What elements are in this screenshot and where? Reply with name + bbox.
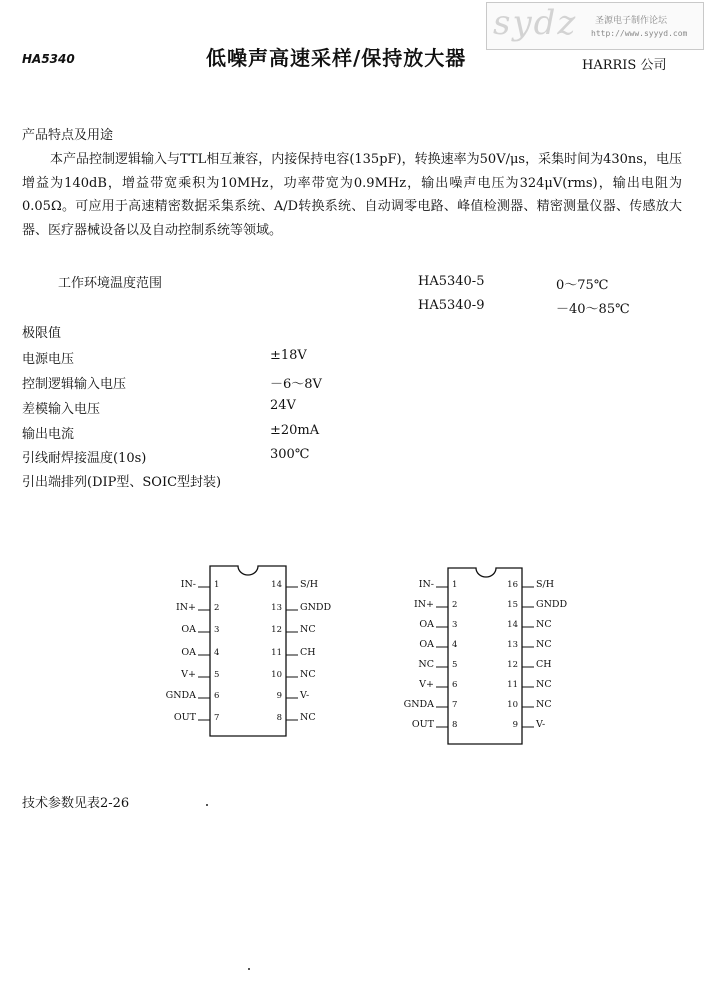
dip14-pin-number: 6 <box>214 691 220 701</box>
dip14-pin-label: V- <box>300 690 310 701</box>
watermark-logo: sydz <box>493 3 578 43</box>
soic16-pin-number: 13 <box>507 640 518 650</box>
soic16-pin-label: IN- <box>418 579 434 590</box>
temperature-model-2: HA5340-9 <box>418 298 485 313</box>
limit-value-3: 24V <box>270 398 296 413</box>
limit-name-3: 差模输入电压 <box>22 402 101 417</box>
dip14-pin-number: 3 <box>214 625 220 635</box>
dip14-pin-number: 13 <box>271 603 282 613</box>
watermark-banner <box>486 2 704 50</box>
soic16-pin-number: 3 <box>452 620 458 630</box>
soic16-pin-label: NC <box>536 699 552 710</box>
soic16-pin-number: 15 <box>507 600 518 610</box>
temperature-label: 工作环境温度范围 <box>58 276 163 291</box>
limit-value-4: ±20mA <box>270 423 320 438</box>
part-model: HA5340 <box>22 52 75 66</box>
dip14-pin-label: V+ <box>181 669 196 680</box>
company-name: HARRIS 公司 <box>582 58 667 73</box>
dip14-pin-number: 5 <box>214 670 220 680</box>
temperature-range-2: －40～85℃ <box>556 302 630 317</box>
soic16-pin-number: 5 <box>452 660 458 670</box>
dip14-pinout-diagram <box>150 562 340 742</box>
soic16-pin-number: 7 <box>452 700 458 710</box>
features-text: 本产品控制逻辑输入与TTL相互兼容，内接保持电容(135pF)，转换速率为50V/μs，采集时间为430ns，电压增益为140dB，增益带宽乘积为10MHz，功率带宽为0.9MHz，输出噪声电压为324μV(rms)，输出电阻为0.05Ω。可应用于高速精密数据采集系统、A/D转换系统、自动调零电路、峰值检测器、精密测量仪器、传感放大器、医疗器械设备以及自动控制系统等领域。 <box>22 152 682 238</box>
limit-value-1: ±18V <box>270 348 307 363</box>
soic16-pin-number: 9 <box>512 720 518 730</box>
dip14-pin-number: 4 <box>214 648 220 658</box>
temperature-range-1: 0～75℃ <box>556 278 609 293</box>
soic16-pin-label: NC <box>536 679 552 690</box>
soic16-pin-label: CH <box>536 659 552 670</box>
soic16-pin-label: NC <box>418 659 434 670</box>
dip14-pin-label: IN+ <box>175 602 196 613</box>
watermark-url: http://www.syyyd.com <box>591 29 688 38</box>
soic16-pin-label: V- <box>536 719 546 730</box>
limits-heading: 极限值 <box>22 326 62 341</box>
dip14-pin-number: 9 <box>276 691 282 701</box>
soic16-pin-number: 1 <box>452 580 458 590</box>
soic16-pin-number: 10 <box>507 700 518 710</box>
soic16-pin-label: IN+ <box>413 599 434 610</box>
dip14-pin-label: IN- <box>180 579 196 590</box>
soic16-pin-number: 6 <box>452 680 458 690</box>
soic16-pin-label: OA <box>419 639 434 650</box>
dip14-pin-label: OA <box>181 624 196 635</box>
soic16-pin-number: 8 <box>452 720 458 730</box>
dip14-pin-label: S/H <box>300 579 318 590</box>
dip14-pin-label: NC <box>300 624 316 635</box>
soic16-pin-label: NC <box>536 639 552 650</box>
limit-name-5: 引线耐焊接温度(10s) <box>22 451 147 466</box>
soic16-pinout-diagram <box>392 564 582 750</box>
soic16-pin-label: GNDA <box>403 699 434 710</box>
dip14-pin-label: GNDA <box>165 690 196 701</box>
page-title: 低噪声高速采样/保持放大器 <box>206 46 467 70</box>
dip14-pin-number: 2 <box>214 603 220 613</box>
footer-note: 技术参数见表2-26 <box>22 796 130 811</box>
dip14-pin-number: 7 <box>214 713 220 723</box>
watermark-site-name: 圣源电子制作论坛 <box>595 16 668 26</box>
soic16-pin-number: 16 <box>507 580 518 590</box>
soic16-pin-label: V+ <box>419 679 434 690</box>
scan-speck <box>206 804 208 806</box>
limit-name-1: 电源电压 <box>22 352 75 367</box>
limit-value-5: 300℃ <box>270 447 310 462</box>
soic16-pin-label: OUT <box>411 719 434 730</box>
soic16-pin-label: GNDD <box>536 599 568 610</box>
scan-speck <box>248 968 250 970</box>
soic16-pin-number: 11 <box>507 680 518 690</box>
soic16-pin-label: OA <box>419 619 434 630</box>
dip14-pin-label: GNDD <box>300 602 332 613</box>
pinout-heading: 引出端排列(DIP型、SOIC型封装) <box>22 475 222 490</box>
limit-name-2: 控制逻辑输入电压 <box>22 377 127 392</box>
dip14-pin-label: CH <box>300 647 316 658</box>
dip14-pin-number: 12 <box>271 625 282 635</box>
soic16-pin-number: 4 <box>452 640 458 650</box>
features-heading: 产品特点及用途 <box>22 128 114 143</box>
soic16-pin-number: 12 <box>507 660 518 670</box>
dip14-pin-number: 1 <box>214 580 220 590</box>
soic16-pin-number: 2 <box>452 600 458 610</box>
limit-name-4: 输出电流 <box>22 427 75 442</box>
soic16-pin-label: NC <box>536 619 552 630</box>
dip14-pin-label: OA <box>181 647 196 658</box>
soic16-pin-label: S/H <box>536 579 554 590</box>
temperature-model-1: HA5340-5 <box>418 274 485 289</box>
features-paragraph <box>22 148 682 242</box>
dip14-pin-number: 10 <box>271 670 282 680</box>
dip14-pin-label: NC <box>300 669 316 680</box>
dip14-pin-label: OUT <box>173 712 196 723</box>
soic16-pin-number: 14 <box>507 620 518 630</box>
dip14-pin-number: 11 <box>271 648 282 658</box>
dip14-pin-label: NC <box>300 712 316 723</box>
limit-value-2: －6～8V <box>270 377 322 392</box>
dip14-pin-number: 8 <box>276 713 282 723</box>
dip14-pin-number: 14 <box>271 580 282 590</box>
